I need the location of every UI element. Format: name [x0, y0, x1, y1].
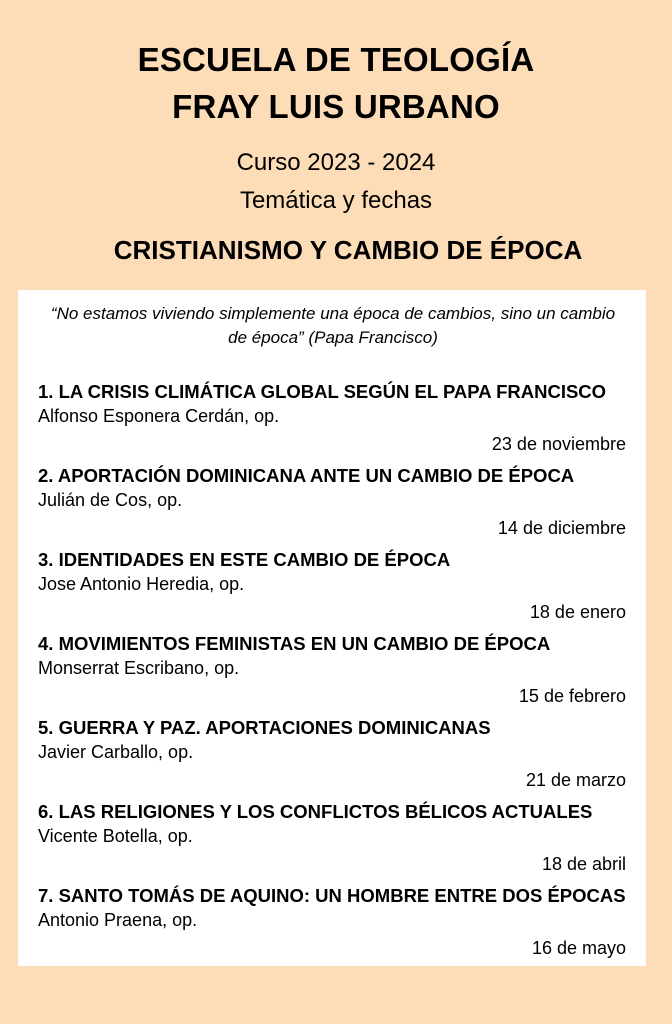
lecture-speaker: Monserrat Escribano, op.	[38, 658, 240, 678]
lecture-item	[38, 464, 626, 548]
lecture-date: 21 de marzo	[525, 770, 626, 790]
lecture-speaker: Jose Antonio Heredia, op.	[38, 574, 245, 594]
lecture-title: 6. LAS RELIGIONES Y LOS CONFLICTOS BÉLICOS ACTUALES	[38, 801, 593, 822]
lecture-title: 5. GUERRA Y PAZ. APORTACIONES DOMINICANAS	[38, 717, 491, 738]
school-name-line-2: FRAY LUIS URBANO	[172, 88, 500, 125]
main-theme-title: CRISTIANISMO Y CAMBIO DE ÉPOCA	[113, 235, 583, 265]
lecture-speaker: Alfonso Esponera Cerdán, op.	[38, 406, 280, 426]
program-panel	[18, 290, 646, 966]
lecture-item	[38, 380, 626, 464]
lecture-item	[38, 632, 626, 716]
lecture-item	[38, 548, 626, 632]
lecture-list	[38, 380, 626, 968]
lecture-speaker: Javier Carballo, op.	[38, 742, 194, 762]
lecture-speaker: Antonio Praena, op.	[38, 910, 198, 930]
lecture-item	[38, 716, 626, 800]
lecture-date: 18 de abril	[541, 854, 626, 874]
lecture-title: 4. MOVIMIENTOS FEMINISTAS EN UN CAMBIO DE ÉPOCA	[38, 633, 551, 654]
course-year: Curso 2023 - 2024	[236, 149, 436, 176]
lecture-title: 3. IDENTIDADES EN ESTE CAMBIO DE ÉPOCA	[38, 549, 451, 570]
lecture-title: 1. LA CRISIS CLIMÁTICA GLOBAL SEGÚN EL PAPA FRANCISCO	[38, 381, 607, 402]
lecture-date: 23 de noviembre	[491, 434, 626, 454]
pope-quote: “No estamos viviendo simplemente una época de cambios, sino un cambio de época” (Papa Francisco)	[50, 304, 616, 347]
course-subtitle: Temática y fechas	[239, 187, 433, 214]
lecture-date: 14 de diciembre	[497, 518, 626, 538]
lecture-date: 16 de mayo	[531, 938, 626, 958]
lecture-title: 7. SANTO TOMÁS DE AQUINO: UN HOMBRE ENTRE DOS ÉPOCAS	[38, 885, 626, 906]
lecture-title: 2. APORTACIÓN DOMINICANA ANTE UN CAMBIO DE ÉPOCA	[38, 465, 575, 486]
lecture-item	[38, 884, 626, 968]
lecture-speaker: Julián de Cos, op.	[38, 490, 183, 510]
lecture-speaker: Vicente Botella, op.	[38, 826, 193, 846]
lecture-item	[38, 800, 626, 884]
school-name-line-1: ESCUELA DE TEOLOGÍA	[137, 41, 535, 78]
lecture-date: 15 de febrero	[518, 686, 626, 706]
lecture-date: 18 de enero	[529, 602, 626, 622]
